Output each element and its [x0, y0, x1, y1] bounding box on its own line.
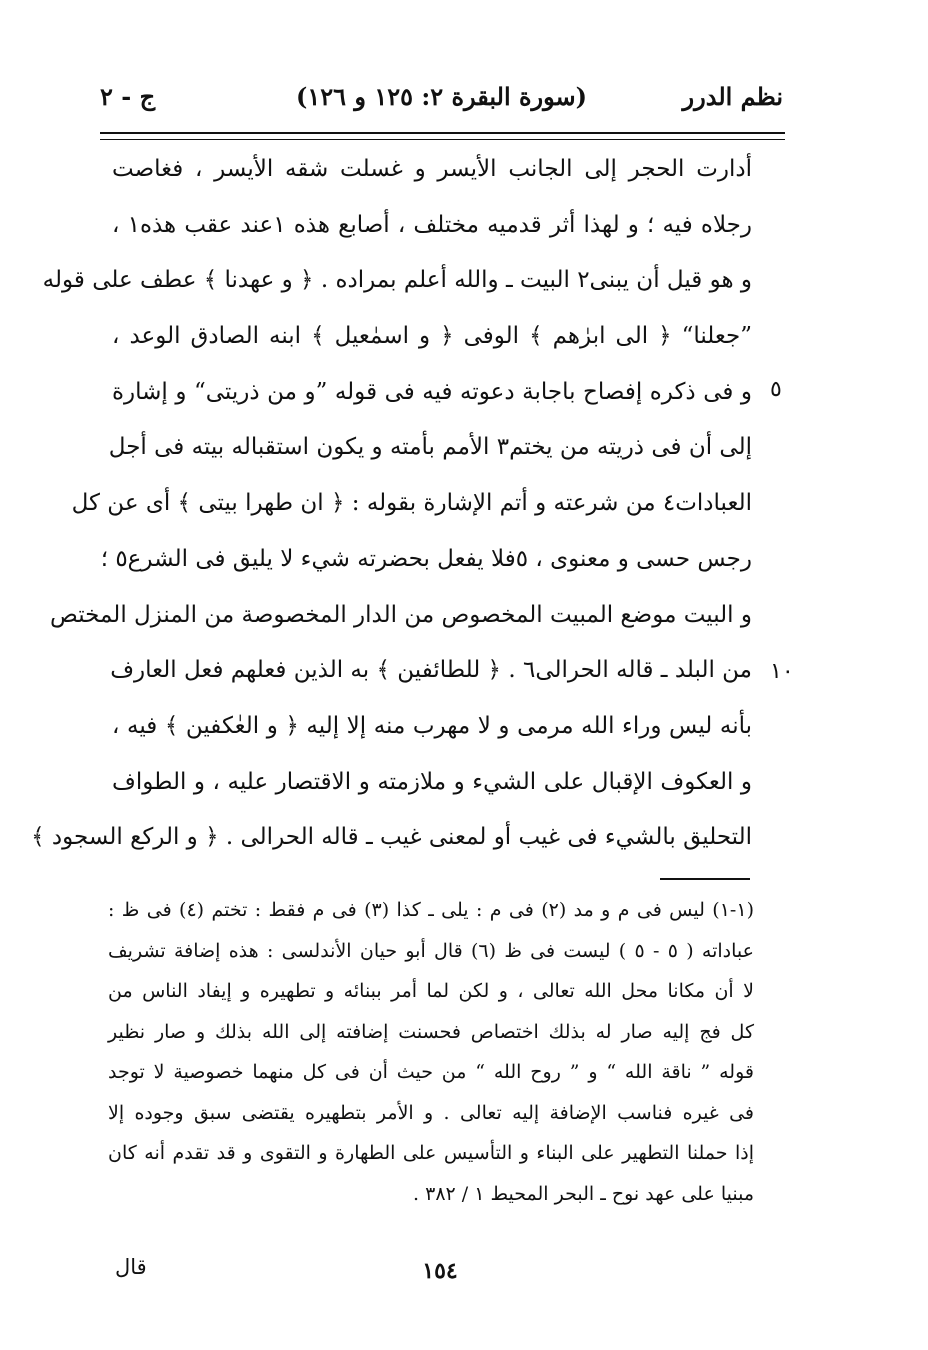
text-line: بأنه ليس وراء الله مرمى و لا مهرب منه إلا إليه ﴿ و العٰكفين ﴾ فيه ، [112, 712, 752, 739]
text-line: و البيت موضع المبيت المخصوص من الدار المخصوصة من المنزل المختص [50, 601, 752, 628]
text-line: إلى أن فى ذريته من يختم٣ الأمم بأمته و يكون استقباله بيته فى أجل [108, 434, 752, 461]
surah-reference: (سورة البقرة ٢: ١٢٥ و ١٢٦) [295, 82, 588, 111]
footnote-line: إذا حملنا التطهير على البناء و التأسيس على الطهارة و التقوى و قد تقدم أنه كان [108, 1142, 754, 1164]
footnote-line: (١-١) ليس فى م و مد (٢) فى م : يلى ـ كذا (٣) فى م فقط : تختم (٤) فى ظ : [108, 899, 754, 921]
header-rule-thin [100, 139, 785, 140]
line-number-10: ١٠ [770, 659, 794, 684]
footnote-line: قوله ” ناقة الله “ و ” روح الله “ من حيث أن فى كل منهما خصوصية لا توجد [108, 1061, 754, 1083]
main-text [31, 142, 752, 866]
footnote-line: كل فج إليه صار له بذلك اختصاص فحسنت إضافته إلى الله بذلك و صار نظير [108, 1020, 754, 1043]
footnote-line: لا أن مكانا محل الله تعالى ، و لكن لما أمر ببنائه و تطهيره و إيفاد الناس من [108, 980, 754, 1002]
text-line: أدارت الحجر إلى الجانب الأيسر و غسلت شقه الأيسر ، فغاصت [112, 156, 752, 182]
page-number: ١٥٤ [422, 1258, 458, 1284]
footnote-separator [660, 878, 750, 880]
footnote-line: فى غيره فناسب الإضافة إليه تعالى . و الأمر بتطهيره يقتضى سبق وجوده إلا [108, 1101, 754, 1124]
text-line: من البلد ـ قاله الحرالى٦ . ﴿ للطائفين ﴾ به الذين فعلهم فعل العارف [110, 657, 752, 684]
catchword: قال [115, 1255, 147, 1279]
text-line: و فى ذكره إفصاح باجابة دعوته فيه فى قوله ”و من ذريتى“ و إشارة [112, 378, 752, 405]
footnote-line: مبنيا على عهد نوح ـ البحر المحيط ١ / ٣٨٢ . [413, 1182, 754, 1205]
text-line: ”جعلنا“ ﴿ الى ابرٰهم ﴾ الوفى ﴿ و اسمٰعيل ﴾ ابنه الصادق الوعد ، [112, 323, 752, 350]
footnote-line: عباداته ( ٥ - ٥ ) ليست فى ظ (٦) قال أبو حيان الأندلسى : هذه إضافة تشريف [108, 939, 754, 962]
footnotes [108, 890, 754, 1214]
text-line: و العكوف الإقبال على الشيء و ملازمته و الاقتصار عليه ، و الطواف [112, 768, 752, 795]
line-number-5: ٥ [770, 377, 782, 402]
part-number: ج - ٢ [100, 82, 156, 111]
text-line: التحليق بالشيء فى غيب أو لمعنى غيب ـ قاله الحرالى . ﴿ و الركع السجود ﴾ [31, 824, 752, 851]
text-line: العبادات٤ من شرعته و أتم الإشارة بقوله : ﴿ ان طهرا بيتى ﴾ أى عن كل [71, 490, 752, 517]
text-line: رجس حسى و معنوى ، ٥فلا يفعل بحضرته شيء لا يليق فى الشرع٥ ؛ [100, 545, 752, 572]
running-head [100, 82, 783, 122]
book-title: نظم الدرر [682, 82, 783, 111]
text-line: و هو قيل أن يبنى٢ البيت ـ والله أعلم بمراده . ﴿ و عهدنا ﴾ عطف على قوله [42, 267, 752, 294]
header-rule-thick [100, 132, 785, 134]
text-line: رجلاه فيه ؛ و لهذا أثر قدميه مختلف ، أصابع هذه ١عند عقب هذه١ ، [112, 211, 752, 238]
